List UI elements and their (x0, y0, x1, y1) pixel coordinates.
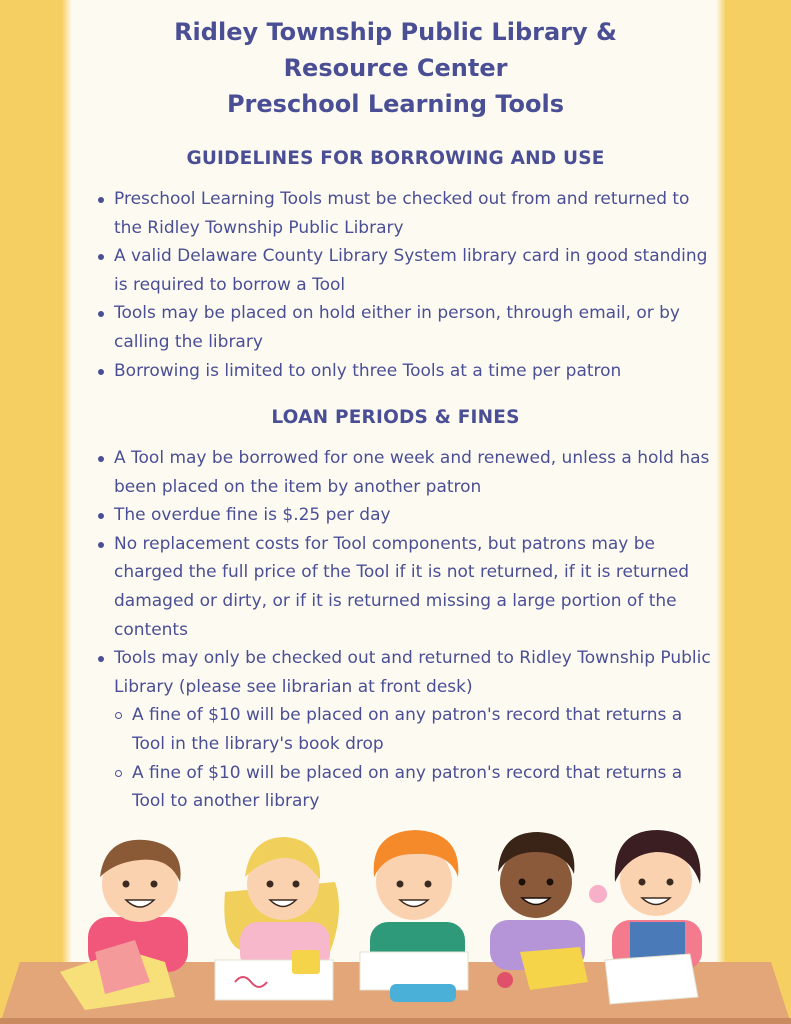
list-item: No replacement costs for Tool components, but patrons may be charged the full price of the Tool if it is not returned, if it is returned damaged or dirty, or if it is returned missing a large portion of the contents (96, 530, 718, 644)
children-drawing-illustration (0, 822, 791, 1024)
title-line-3: Preschool Learning Tools (226, 90, 565, 118)
list-item: A valid Delaware County Library System library card in good standing is required to borrow a Tool (96, 242, 718, 299)
list-item: Borrowing is limited to only three Tools at a time per patron (96, 357, 718, 386)
sub-list-item: A fine of $10 will be placed on any patron's record that returns a Tool in the library's book drop (112, 701, 718, 758)
list-item: Tools may only be checked out and returned to Ridley Township Public Library (please see librarian at front desk) (96, 644, 718, 701)
loans-heading: LOAN PERIODS & FINES (271, 407, 520, 428)
list-item: Tools may be placed on hold either in person, through email, or by calling the library (96, 299, 718, 356)
drawing-paper (605, 954, 698, 1004)
child-figure (224, 837, 339, 972)
guidelines-heading: GUIDELINES FOR BORROWING AND USE (186, 148, 605, 169)
page-title (70, 14, 721, 122)
toy-heart (497, 972, 513, 988)
child-figure (370, 830, 465, 970)
list-item: The overdue fine is $.25 per day (96, 501, 718, 530)
nested-list-container (96, 701, 718, 815)
title-line-2: Resource Center (283, 54, 508, 82)
pinwheel-toy (589, 885, 607, 903)
loans-list (96, 444, 718, 816)
title-line-1: Ridley Township Public Library & (174, 18, 617, 46)
fines-sublist (112, 701, 718, 815)
pencil-cup (292, 950, 320, 974)
list-item: A Tool may be borrowed for one week and renewed, unless a hold has been placed on the item by another patron (96, 444, 718, 501)
table-edge (0, 1018, 791, 1024)
list-item: Preschool Learning Tools must be checked out from and returned to the Ridley Township Public Library (96, 185, 718, 242)
guidelines-list (96, 185, 718, 385)
pencil-case (390, 984, 456, 1002)
sub-list-item: A fine of $10 will be placed on any patron's record that returns a Tool to another library (112, 759, 718, 816)
child-figure (612, 830, 702, 970)
